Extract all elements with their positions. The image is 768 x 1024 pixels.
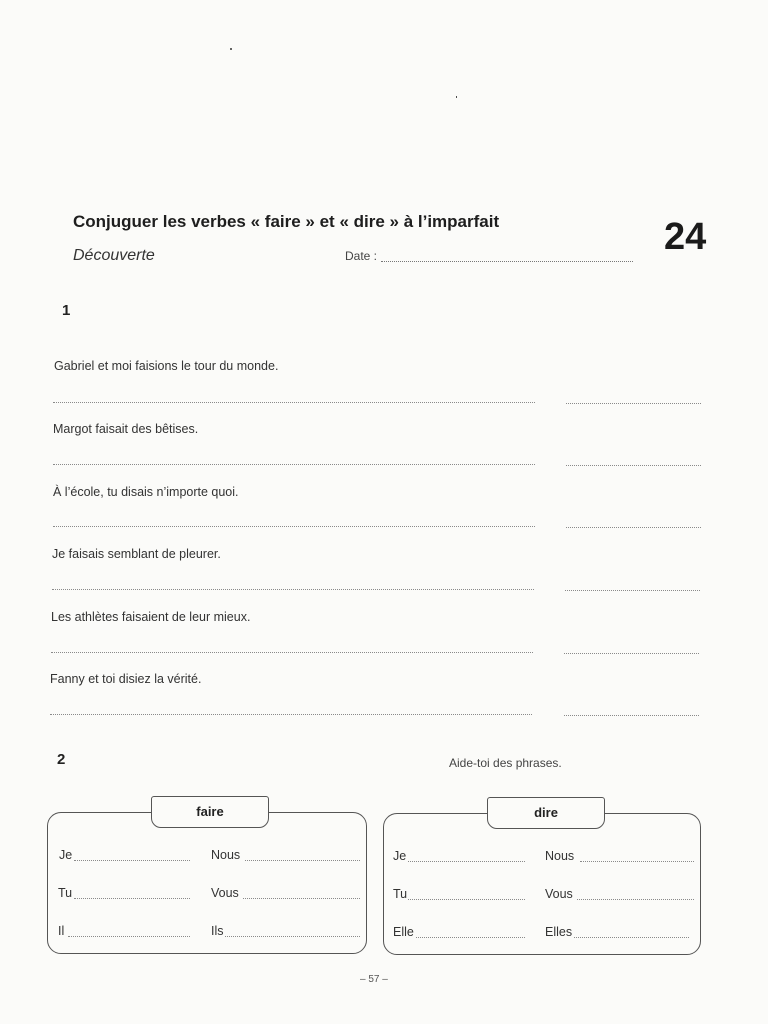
answer-line-1-short[interactable] [566, 403, 701, 404]
conjugation-field[interactable] [574, 937, 689, 938]
pronoun: Ils [211, 924, 224, 938]
pronoun: Vous [211, 886, 239, 900]
pronoun: Il [58, 924, 65, 938]
exercise-number: 2 [57, 751, 66, 768]
answer-line-3-short[interactable] [566, 527, 701, 528]
answer-line-4-short[interactable] [565, 590, 700, 591]
sentence-4: Je faisais semblant de pleurer. [52, 547, 221, 561]
sentence-5: Les athlètes faisaient de leur mieux. [51, 610, 251, 624]
conjugation-field[interactable] [74, 860, 190, 861]
sentence-1: Gabriel et moi faisions le tour du monde. [54, 359, 279, 373]
answer-line-2-short[interactable] [566, 465, 701, 466]
pronoun: Nous [545, 849, 575, 863]
conjugation-field[interactable] [408, 899, 525, 900]
page-number: – 57 – [360, 974, 388, 985]
exercise-number: 1 [62, 302, 71, 319]
answer-line-5[interactable] [51, 652, 533, 653]
scan-speck [456, 96, 457, 98]
conjugation-field[interactable] [243, 898, 360, 899]
verb-tab-faire: faire [151, 796, 269, 828]
answer-line-4[interactable] [52, 589, 534, 590]
conjugation-field[interactable] [577, 899, 694, 900]
pronoun: Elle [393, 925, 414, 939]
page-title: Conjuguer les verbes « faire » et « dire » à l’imparfait [73, 212, 500, 231]
scan-speck [230, 48, 232, 50]
sentence-3: À l’école, tu disais n’importe quoi. [53, 485, 239, 499]
answer-line-6-short[interactable] [564, 715, 699, 716]
conjugation-field[interactable] [245, 860, 360, 861]
answer-line-1[interactable] [53, 402, 535, 403]
verb-tab-dire: dire [487, 797, 605, 829]
conjugation-field[interactable] [225, 936, 360, 937]
conjugation-field[interactable] [580, 861, 694, 862]
pronoun: Je [59, 848, 73, 862]
conjugation-field[interactable] [416, 937, 525, 938]
pronoun: Nous [211, 848, 241, 862]
pronoun: Je [393, 849, 407, 863]
conjugation-table-faire [47, 812, 367, 954]
exercise-hint: Aide-toi des phrases. [449, 756, 562, 770]
sentence-2: Margot faisait des bêtises. [53, 422, 199, 436]
pronoun: Vous [545, 887, 573, 901]
conjugation-field[interactable] [408, 861, 525, 862]
date-label: Date : [345, 249, 378, 263]
conjugation-field[interactable] [68, 936, 190, 937]
pronoun: Elles [545, 925, 573, 939]
date-field[interactable] [381, 261, 633, 262]
pronoun: Tu [58, 886, 73, 900]
page-subtitle: Découverte [73, 247, 155, 264]
conjugation-table-dire [383, 813, 701, 955]
answer-line-6[interactable] [50, 714, 532, 715]
answer-line-2[interactable] [53, 464, 535, 465]
answer-line-3[interactable] [53, 526, 535, 527]
answer-line-5-short[interactable] [564, 653, 699, 654]
conjugation-field[interactable] [74, 898, 190, 899]
sentence-6: Fanny et toi disiez la vérité. [50, 672, 202, 686]
pronoun: Tu [393, 887, 408, 901]
lesson-number: 24 [664, 216, 707, 258]
